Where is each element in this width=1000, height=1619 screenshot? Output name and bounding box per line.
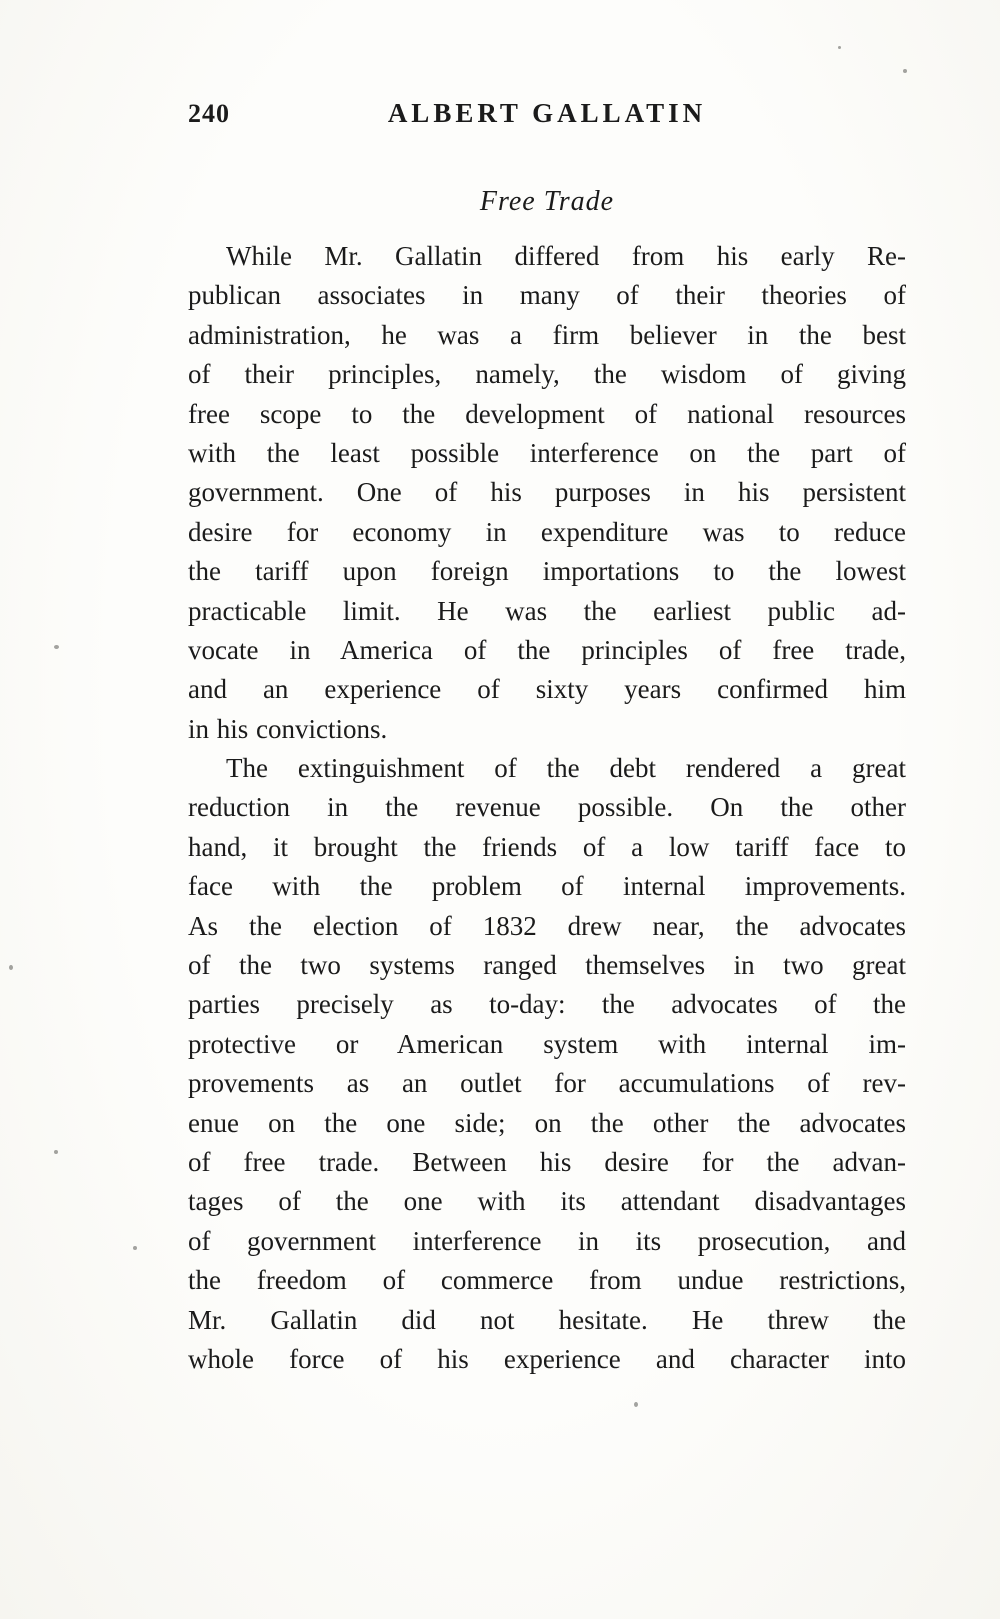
scan-speck	[133, 1246, 137, 1250]
text-line: vocate in America of the principles of free trade,	[188, 634, 906, 665]
text-line: government. One of his purposes in his persistent	[188, 477, 906, 508]
scan-speck	[634, 1402, 638, 1407]
text-line: free scope to the development of national resources	[188, 398, 906, 429]
text-line: parties precisely as to-day: the advocates of the	[188, 989, 906, 1020]
paragraph	[188, 749, 906, 1379]
text-line: the freedom of commerce from undue restrictions,	[188, 1265, 906, 1296]
text-line: As the election of 1832 drew near, the advocates	[188, 910, 906, 941]
text-line: protective or American system with internal im-	[188, 1028, 906, 1059]
running-header	[188, 98, 906, 134]
paragraph	[188, 237, 906, 749]
text-line: While Mr. Gallatin differed from his early Re-	[226, 241, 906, 271]
text-line: Mr. Gallatin did not hesitate. He threw the	[188, 1304, 906, 1335]
text-line: The extinguishment of the debt rendered a great	[226, 753, 906, 784]
running-title: ALBERT GALLATIN	[387, 98, 707, 128]
text-line: desire for economy in expenditure was to reduce	[188, 516, 906, 547]
scan-speck	[9, 965, 13, 970]
scan-speck	[903, 69, 907, 73]
text-block	[188, 237, 906, 1379]
text-line: provements as an outlet for accumulations of rev-	[188, 1068, 906, 1099]
text-line: administration, he was a firm believer in the best	[188, 319, 906, 350]
text-line: whole force of his experience and character into	[188, 1343, 906, 1374]
text-line: face with the problem of internal improvements.	[188, 871, 906, 902]
text-line: of free trade. Between his desire for the advan-	[188, 1146, 906, 1177]
text-line: enue on the one side; on the other the advocates	[188, 1107, 906, 1138]
text-line: of their principles, namely, the wisdom of giving	[188, 359, 906, 390]
scan-speck	[54, 645, 59, 649]
text-line: tages of the one with its attendant disadvantages	[188, 1186, 906, 1217]
text-line: publican associates in many of their theories of	[188, 280, 906, 311]
text-line: reduction in the revenue possible. On the other	[188, 792, 906, 823]
text-line: of government interference in its prosecution, and	[188, 1225, 906, 1256]
text-line: and an experience of sixty years confirmed him	[188, 674, 906, 705]
section-heading: Free Trade	[479, 186, 615, 217]
text-line: with the least possible interference on the part of	[188, 437, 906, 468]
text-line: of the two systems ranged themselves in two great	[188, 950, 906, 981]
text-line: practicable limit. He was the earliest public ad-	[188, 595, 906, 626]
page-number: 240	[188, 99, 230, 128]
scan-speck	[838, 46, 841, 49]
text-line: hand, it brought the friends of a low tariff face to	[188, 831, 906, 862]
text-line: the tariff upon foreign importations to the lowest	[188, 556, 906, 587]
scan-speck	[54, 1150, 58, 1154]
text-line: in his convictions.	[188, 713, 388, 744]
